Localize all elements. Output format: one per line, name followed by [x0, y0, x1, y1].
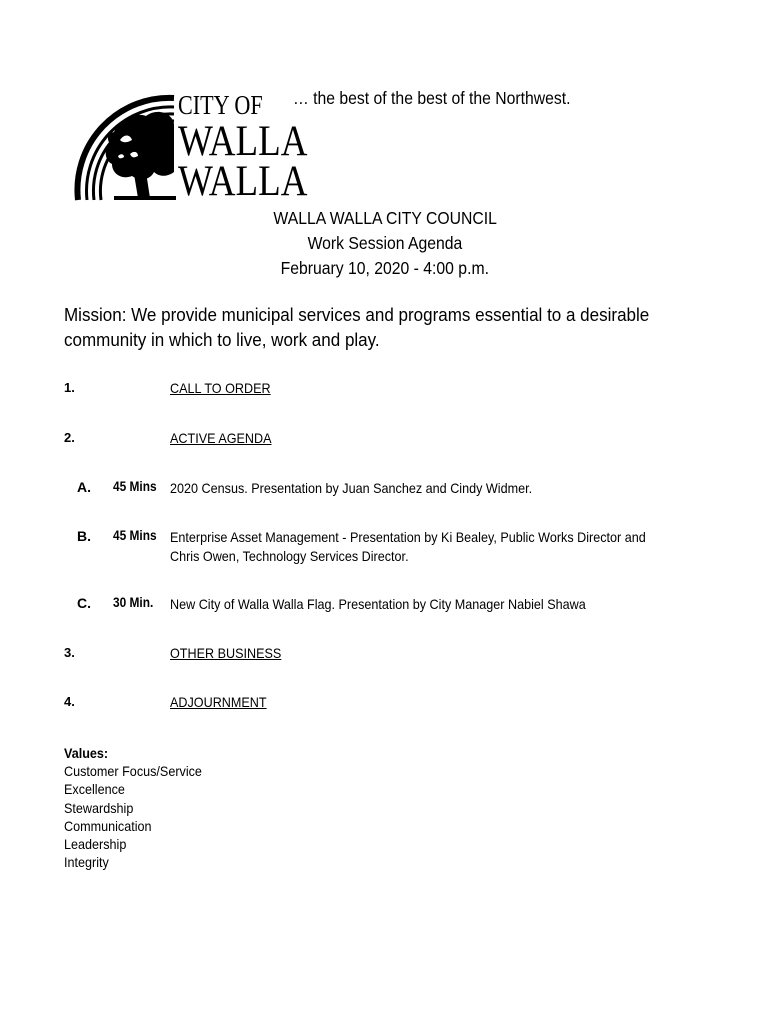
subitem-description: New City of Walla Walla Flag. Presentation by City Manager Nabiel Shawa	[170, 596, 586, 612]
subitem-description: 2020 Census. Presentation by Juan Sanchez and Cindy Widmer.	[170, 480, 533, 496]
subitem-letter: A.	[77, 479, 91, 495]
agenda-item-adjournment: ADJOURNMENT	[170, 694, 267, 710]
values-title: Values:	[64, 745, 109, 761]
council-title: WALLA WALLA CITY COUNCIL	[273, 208, 497, 228]
subitem-letter: B.	[77, 528, 91, 544]
value-item: Communication	[64, 817, 152, 834]
agenda-item-number: 3.	[64, 645, 75, 660]
agenda-type: Work Session Agenda	[307, 233, 463, 253]
value-item: Leadership	[64, 836, 127, 853]
subitem-duration: 45 Mins	[113, 528, 157, 543]
agenda-item-other-business: OTHER BUSINESS	[170, 645, 282, 661]
logo-walla-bottom: WALLA	[178, 158, 308, 205]
tree-arc-icon	[74, 90, 184, 202]
subitem-letter: C.	[77, 595, 91, 611]
value-item: Integrity	[64, 854, 109, 871]
mission-statement: Mission: We provide municipal services and programs essential to a desirable community in which to live, work and play.	[64, 304, 650, 350]
city-logo	[74, 90, 308, 205]
values-list	[64, 744, 202, 871]
subitem-duration: 30 Min.	[113, 595, 154, 610]
agenda-item-call-to-order: CALL TO ORDER	[170, 380, 271, 396]
meeting-date: February 10, 2020 - 4:00 p.m.	[280, 258, 490, 278]
subitem-duration: 45 Mins	[113, 479, 157, 494]
tagline: … the best of the best of the Northwest.	[293, 88, 571, 108]
agenda-item-number: 2.	[64, 430, 75, 445]
subitem-description: Enterprise Asset Management - Presentation by Ki Bealey, Public Works Director and Chris Owen, Technology Services Director.	[170, 529, 646, 564]
agenda-item-number: 1.	[64, 380, 75, 395]
value-item: Excellence	[64, 781, 125, 798]
agenda-item-number: 4.	[64, 694, 75, 709]
value-item: Customer Focus/Service	[64, 763, 202, 780]
logo-walla-top: WALLA	[178, 118, 308, 165]
value-item: Stewardship	[64, 799, 134, 816]
logo-city-of: CITY OF	[178, 90, 263, 120]
agenda-item-active-agenda: ACTIVE AGENDA	[170, 430, 272, 446]
